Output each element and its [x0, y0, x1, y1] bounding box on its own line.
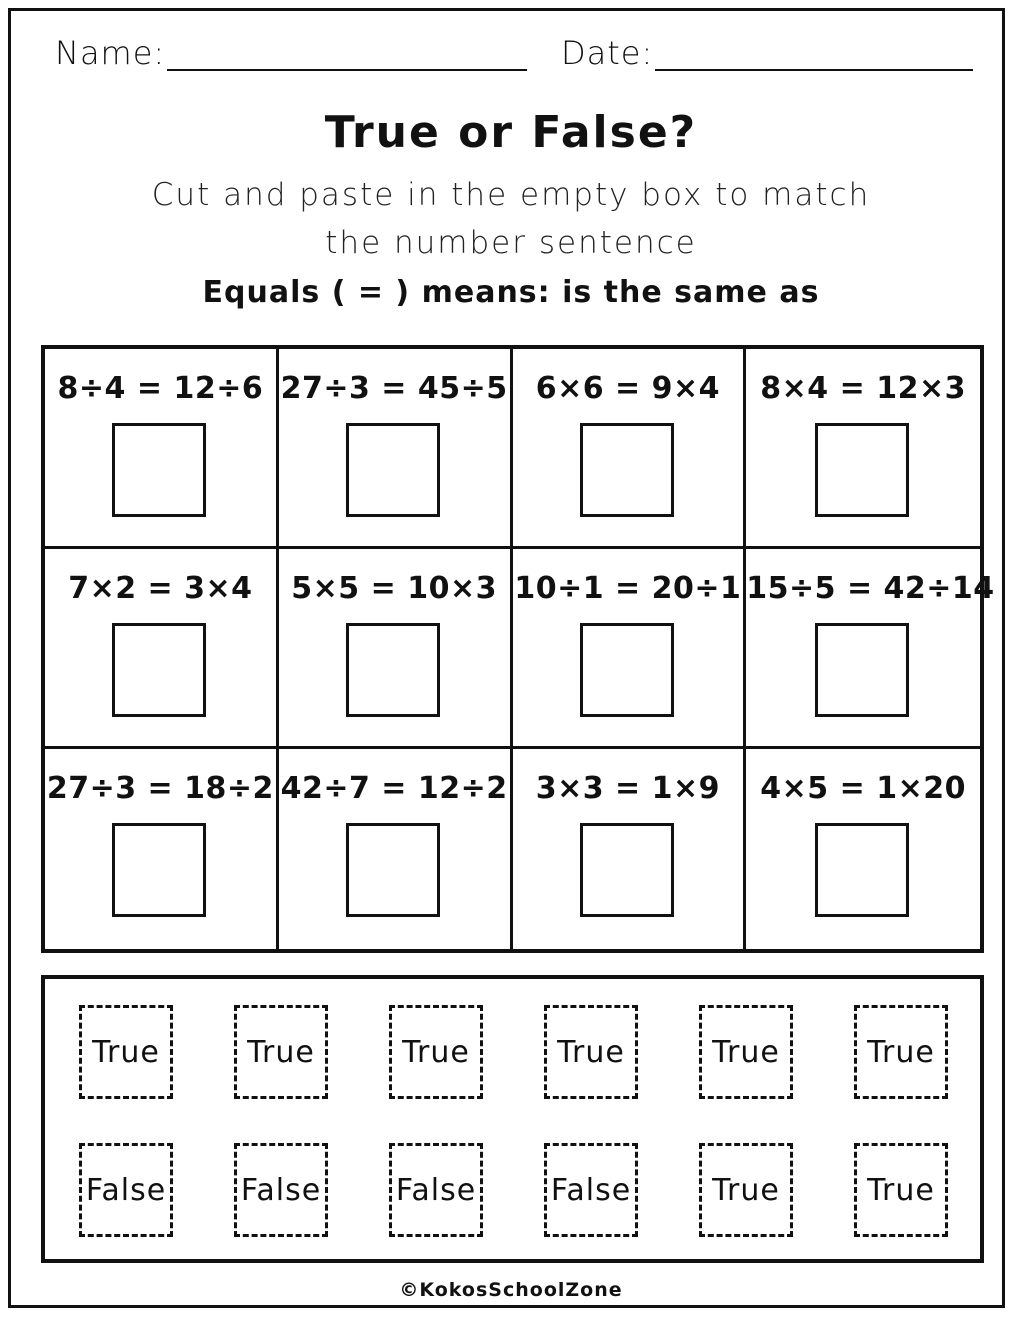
cutout-tile[interactable]: True: [234, 1005, 328, 1099]
problem-cell: [746, 349, 980, 549]
answer-box[interactable]: [346, 623, 440, 717]
cutout-tile[interactable]: False: [234, 1143, 328, 1237]
cutout-panel: [41, 975, 984, 1263]
answer-box[interactable]: [580, 823, 674, 917]
problem-cell: [279, 349, 513, 549]
answer-box[interactable]: [112, 423, 206, 517]
header-row: [55, 35, 975, 79]
cutout-tile[interactable]: False: [79, 1143, 173, 1237]
answer-box[interactable]: [580, 623, 674, 717]
problem-cell: [513, 549, 747, 749]
cutout-tile[interactable]: True: [389, 1005, 483, 1099]
number-sentence: 8×4 = 12×3: [760, 371, 966, 406]
cutout-tile[interactable]: True: [544, 1005, 638, 1099]
date-line[interactable]: [655, 39, 973, 71]
worksheet-page: [8, 8, 1005, 1308]
number-sentence: 42÷7 = 12÷2: [280, 771, 508, 806]
answer-box[interactable]: [815, 623, 909, 717]
problem-cell: [45, 749, 279, 949]
answer-box[interactable]: [815, 423, 909, 517]
name-label: Name:: [55, 34, 166, 72]
instructions-line-2: the number sentence: [325, 225, 697, 261]
number-sentence: 27÷3 = 45÷5: [280, 371, 508, 406]
cutout-tile[interactable]: False: [389, 1143, 483, 1237]
date-label: Date:: [561, 34, 654, 72]
number-sentence: 7×2 = 3×4: [68, 571, 253, 606]
number-sentence: 3×3 = 1×9: [535, 771, 721, 806]
name-field[interactable]: [55, 35, 527, 71]
answer-box[interactable]: [346, 823, 440, 917]
problem-grid: [41, 345, 995, 953]
cutout-tile[interactable]: True: [854, 1005, 948, 1099]
number-sentence: 8÷4 = 12÷6: [57, 371, 264, 406]
problem-cell: [746, 749, 980, 949]
number-sentence: 10÷1 = 20÷1: [514, 571, 742, 606]
cutout-tile[interactable]: True: [699, 1143, 793, 1237]
name-line[interactable]: [167, 39, 527, 71]
page-title: True or False?: [324, 107, 698, 158]
answer-box[interactable]: [815, 823, 909, 917]
instructions-line-1: Cut and paste in the empty box to match: [151, 177, 871, 213]
equals-rule: Equals ( = ) means: is the same as: [202, 275, 820, 310]
number-sentence: 5×5 = 10×3: [291, 571, 497, 606]
number-sentence: 15÷5 = 42÷14: [746, 571, 995, 606]
cutout-tile[interactable]: True: [79, 1005, 173, 1099]
problem-cell: [513, 349, 747, 549]
problem-cell: [45, 549, 279, 749]
problem-cell: [513, 749, 747, 949]
problem-cell: [279, 549, 513, 749]
cutout-row-1: [45, 1005, 980, 1101]
cutout-tile[interactable]: True: [854, 1143, 948, 1237]
answer-box[interactable]: [346, 423, 440, 517]
problem-cell: [279, 749, 513, 949]
answer-box[interactable]: [580, 423, 674, 517]
copyright-footer: ©KokosSchoolZone: [399, 1279, 623, 1301]
answer-box[interactable]: [112, 823, 206, 917]
number-sentence: 27÷3 = 18÷2: [46, 771, 274, 806]
cutout-row-2: [45, 1143, 980, 1239]
cutout-tile[interactable]: True: [699, 1005, 793, 1099]
answer-box[interactable]: [112, 623, 206, 717]
number-sentence: 4×5 = 1×20: [760, 771, 966, 806]
number-sentence: 6×6 = 9×4: [535, 371, 721, 406]
cutout-tile[interactable]: False: [544, 1143, 638, 1237]
date-field[interactable]: [561, 35, 973, 71]
problem-cell: [746, 549, 995, 749]
problem-cell: [45, 349, 279, 549]
